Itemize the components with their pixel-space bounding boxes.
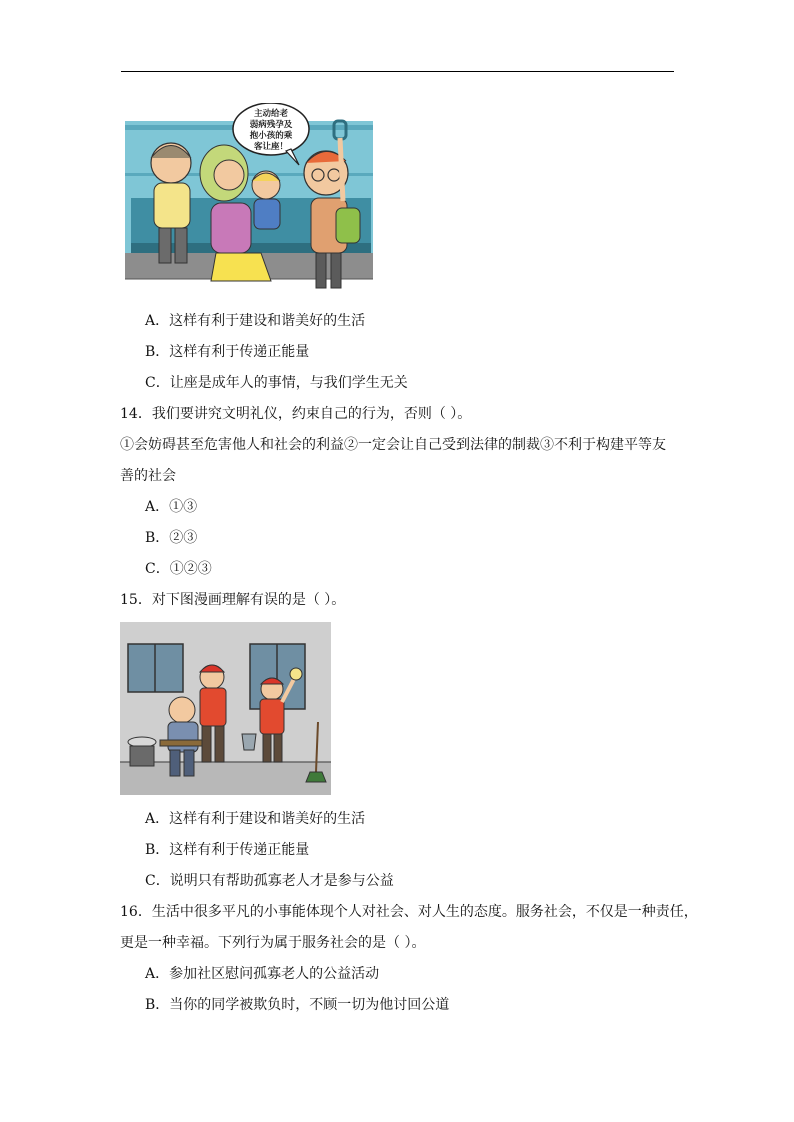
- speech-line-2: 弱病残孕及: [249, 120, 293, 130]
- q15-option-c: C．说明只有帮助孤寡老人才是参与公益: [145, 873, 394, 889]
- q15-stem: 15．对下图漫画理解有误的是（ ）。: [120, 592, 346, 608]
- speech-line-1: 主动给老: [253, 109, 289, 119]
- q16-option-b: B．当你的同学被欺负时，不顾一切为他讨回公道: [145, 997, 450, 1013]
- q15-option-b: B．这样有利于传递正能量: [145, 842, 310, 858]
- q13-option-c: C．让座是成年人的事情，与我们学生无关: [145, 375, 408, 391]
- q16-option-a: A．参加社区慰问孤寡老人的公益活动: [145, 966, 380, 982]
- q13-option-a: A．这样有利于建设和谐美好的生活: [145, 313, 366, 329]
- q14-stem: 14．我们要讲究文明礼仪，约束自己的行为，否则（ ）。: [120, 406, 472, 422]
- q16-stem-line-2: 更是一种幸福。下列行为属于服务社会的是（ ）。: [120, 935, 426, 951]
- q13-option-b: B．这样有利于传递正能量: [145, 344, 310, 360]
- header-rule: [121, 71, 674, 72]
- speech-line-3: 抱小孩的乘: [249, 131, 293, 141]
- q14-option-c: C．①②③: [145, 561, 212, 577]
- q14-option-a: A．①③: [145, 499, 198, 515]
- volunteer-comic-image: [120, 622, 331, 795]
- q15-option-a: A．这样有利于建设和谐美好的生活: [145, 811, 366, 827]
- q14-statements-line-2: 善的社会: [120, 468, 176, 484]
- q14-option-b: B．②③: [145, 530, 198, 546]
- q14-statements-line-1: ①会妨碍甚至危害他人和社会的利益②一定会让自己受到法律的制裁③不利于构建平等友: [120, 437, 666, 453]
- q16-stem-line-1: 16．生活中很多平凡的小事能体现个人对社会、对人生的态度。服务社会，不仅是一种责任，: [120, 904, 698, 920]
- bus-seat-comic-image: [121, 103, 379, 296]
- speech-line-4: 客让座！: [253, 142, 289, 152]
